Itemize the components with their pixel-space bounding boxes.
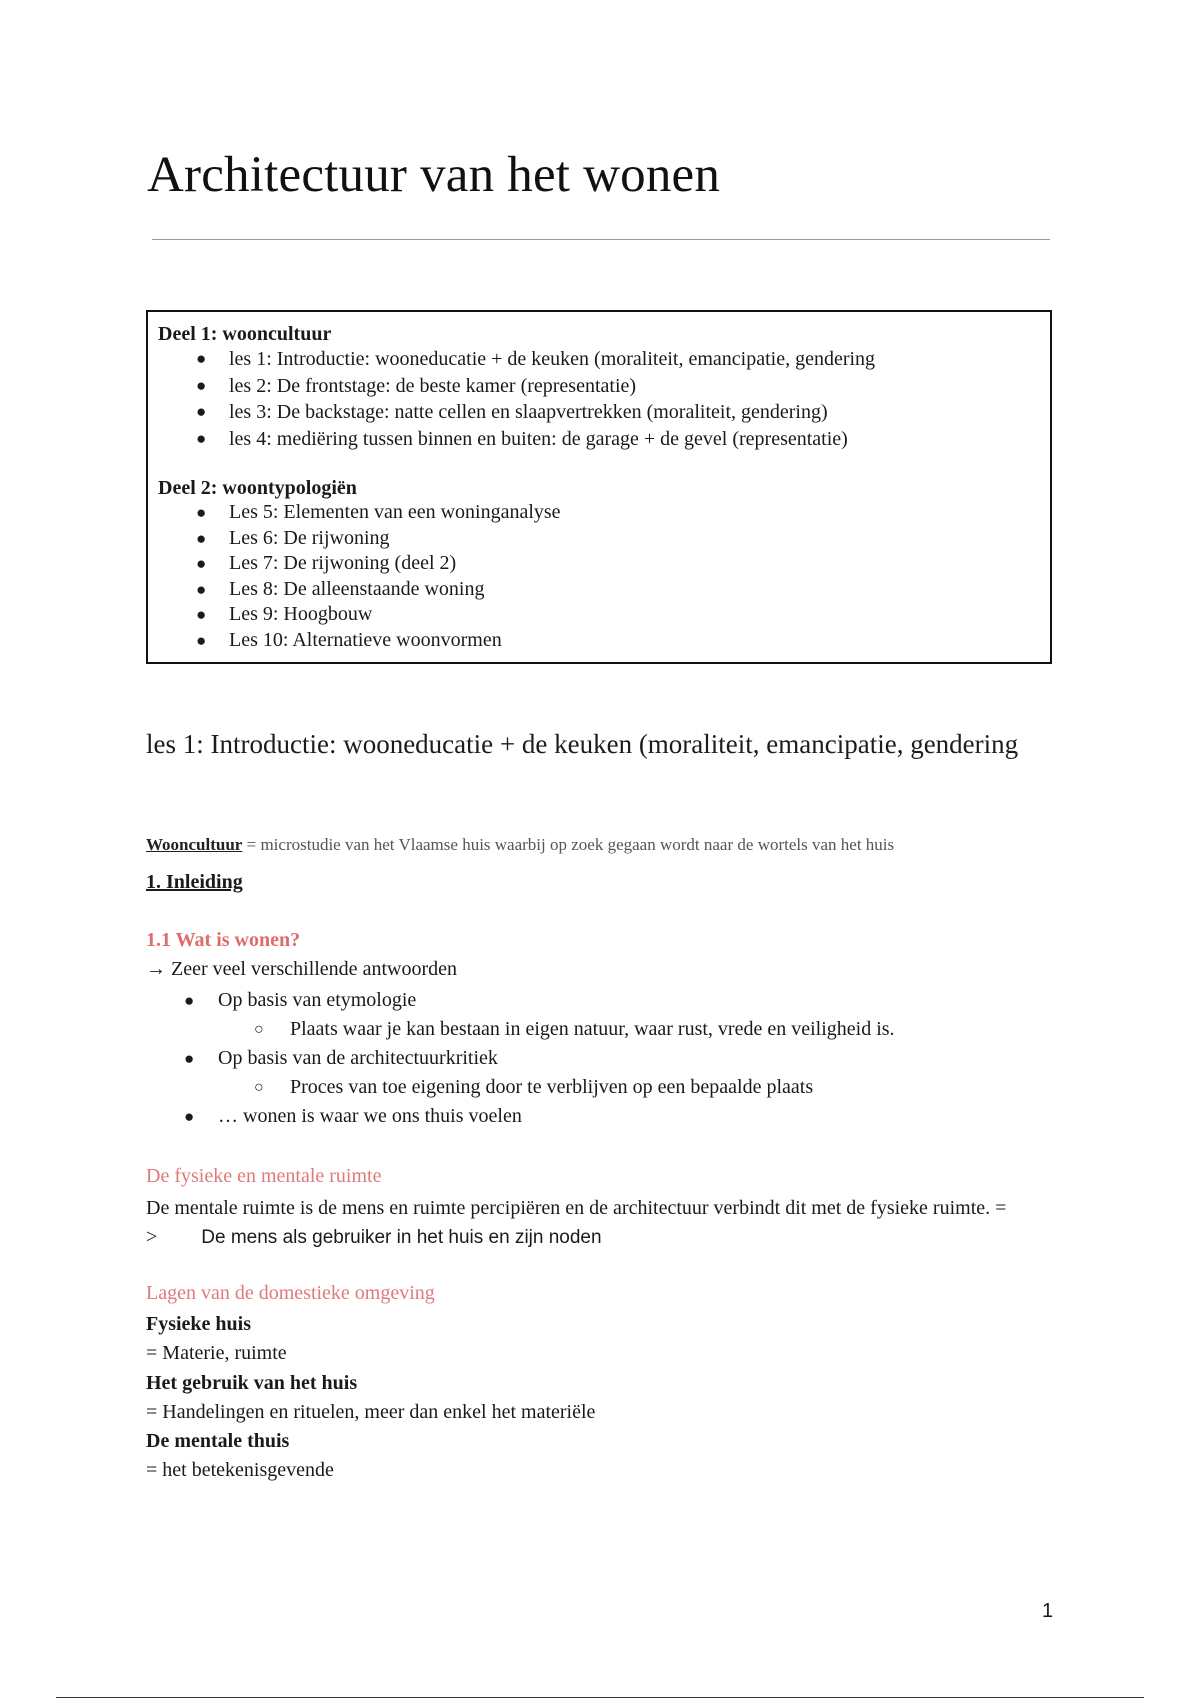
bullet-icon: ● bbox=[196, 375, 207, 395]
toc-item bbox=[158, 346, 1050, 373]
definition-term: Wooncultuur bbox=[146, 835, 243, 854]
bullet-icon: ● bbox=[196, 503, 207, 522]
list-item bbox=[146, 1073, 1066, 1102]
toc-item-text: les 4: mediëring tussen binnen en buiten: de garage + de gevel (representatie) bbox=[229, 427, 848, 450]
lagen-list bbox=[146, 1310, 595, 1486]
toc-item-text: Les 5: Elementen van een woninganalyse bbox=[229, 501, 561, 523]
bullet-icon: ● bbox=[196, 554, 207, 574]
title-divider bbox=[152, 239, 1050, 240]
toc-item bbox=[158, 628, 1050, 654]
circle-bullet-icon: ○ bbox=[254, 1021, 264, 1038]
list-item-text: … wonen is waar we ons thuis voelen bbox=[218, 1105, 522, 1127]
ruimte-text-sans: De mens als gebruiker in het huis en zijn noden bbox=[201, 1227, 602, 1248]
toc-item bbox=[158, 399, 1050, 426]
list-item-text: Op basis van etymologie bbox=[218, 989, 417, 1011]
toc-item bbox=[158, 526, 1050, 552]
lesson-heading: les 1: Introductie: wooneducatie + de keuken (moraliteit, emancipatie, gendering bbox=[146, 729, 1019, 759]
circle-bullet-icon: ○ bbox=[254, 1079, 264, 1096]
bullet-icon: ● bbox=[184, 1107, 195, 1126]
page-number: 1 bbox=[1042, 1600, 1054, 1622]
bullet-icon: ● bbox=[196, 579, 207, 599]
toc-part-1-list bbox=[158, 346, 1050, 452]
toc-item-text: les 1: Introductie: wooneducatie + de keuken (moraliteit, emancipatie, gendering bbox=[229, 348, 876, 370]
list-item bbox=[146, 986, 1066, 1015]
wonen-answers-list bbox=[146, 986, 1066, 1131]
bottom-divider bbox=[56, 1697, 1144, 1698]
toc-item-text: les 2: De frontstage: de beste kamer (representatie) bbox=[229, 374, 637, 397]
toc-item bbox=[158, 426, 1050, 453]
lagen-desc: = het betekenisgevende bbox=[146, 1459, 334, 1482]
list-item bbox=[146, 1102, 1066, 1131]
lagen-desc: = Materie, ruimte bbox=[146, 1342, 287, 1365]
toc-item-text: les 3: De backstage: natte cellen en slaapvertrekken (moraliteit, gendering) bbox=[229, 401, 828, 423]
definition-text: = microstudie van het Vlaamse huis waarbij op zoek gegaan wordt naar de wortels van het huis bbox=[242, 835, 895, 854]
list-item bbox=[146, 1044, 1066, 1073]
toc-part-1-title: Deel 1: wooncultuur bbox=[158, 323, 332, 345]
toc-item-text: Les 7: De rijwoning (deel 2) bbox=[229, 552, 457, 575]
toc-item bbox=[158, 577, 1050, 603]
list-item-text: Proces van toe eigening door te verblijven op een bepaalde plaats bbox=[290, 1076, 814, 1098]
bullet-icon: ● bbox=[196, 428, 207, 448]
bullet-icon: ● bbox=[184, 991, 195, 1010]
lagen-desc: = Handelingen en rituelen, meer dan enkel het materiële bbox=[146, 1400, 596, 1423]
toc-item bbox=[158, 373, 1050, 400]
toc-item bbox=[158, 602, 1050, 628]
toc-part-2-title: Deel 2: woontypologiën bbox=[158, 477, 357, 499]
toc-item-text: Les 8: De alleenstaande woning bbox=[229, 577, 485, 600]
ruimte-paragraph bbox=[146, 1194, 1046, 1252]
ruimte-heading: De fysieke en mentale ruimte bbox=[146, 1165, 382, 1187]
lagen-term: De mentale thuis bbox=[146, 1430, 290, 1453]
toc-item-text: Les 9: Hoogbouw bbox=[229, 603, 373, 626]
list-item-text: Plaats waar je kan bestaan in eigen natuur, waar rust, vrede en veiligheid is. bbox=[290, 1018, 895, 1040]
ruimte-text: De mentale ruimte is de mens en ruimte percipiëren en de architectuur verbindt dit met de fysieke ruimte. = > bbox=[146, 1197, 1007, 1248]
list-item bbox=[146, 1015, 1066, 1044]
toc-item-text: Les 10: Alternatieve woonvormen bbox=[229, 628, 502, 651]
document-title: Architectuur van het wonen bbox=[147, 147, 721, 203]
bullet-icon: ● bbox=[196, 630, 207, 650]
table-of-contents-box bbox=[146, 310, 1052, 664]
toc-item bbox=[158, 500, 1050, 526]
bullet-icon: ● bbox=[196, 349, 207, 368]
toc-item-text: Les 6: De rijwoning bbox=[229, 526, 390, 549]
lagen-term: Fysieke huis bbox=[146, 1313, 252, 1335]
section-heading: 1. Inleiding bbox=[146, 871, 243, 893]
bullet-icon: ● bbox=[184, 1049, 195, 1068]
definition-line bbox=[146, 835, 894, 855]
toc-part-2-list bbox=[158, 500, 1050, 654]
lagen-heading: Lagen van de domestieke omgeving bbox=[146, 1282, 435, 1304]
lagen-term: Het gebruik van het huis bbox=[146, 1371, 358, 1394]
subsection-heading: 1.1 Wat is wonen? bbox=[146, 929, 301, 951]
bullet-icon: ● bbox=[196, 402, 207, 421]
list-item-text: Op basis van de architectuurkritiek bbox=[218, 1047, 498, 1069]
subsection-intro: → Zeer veel verschillende antwoorden bbox=[146, 958, 457, 980]
bullet-icon: ● bbox=[196, 605, 207, 625]
bullet-icon: ● bbox=[196, 528, 207, 548]
toc-item bbox=[158, 551, 1050, 577]
